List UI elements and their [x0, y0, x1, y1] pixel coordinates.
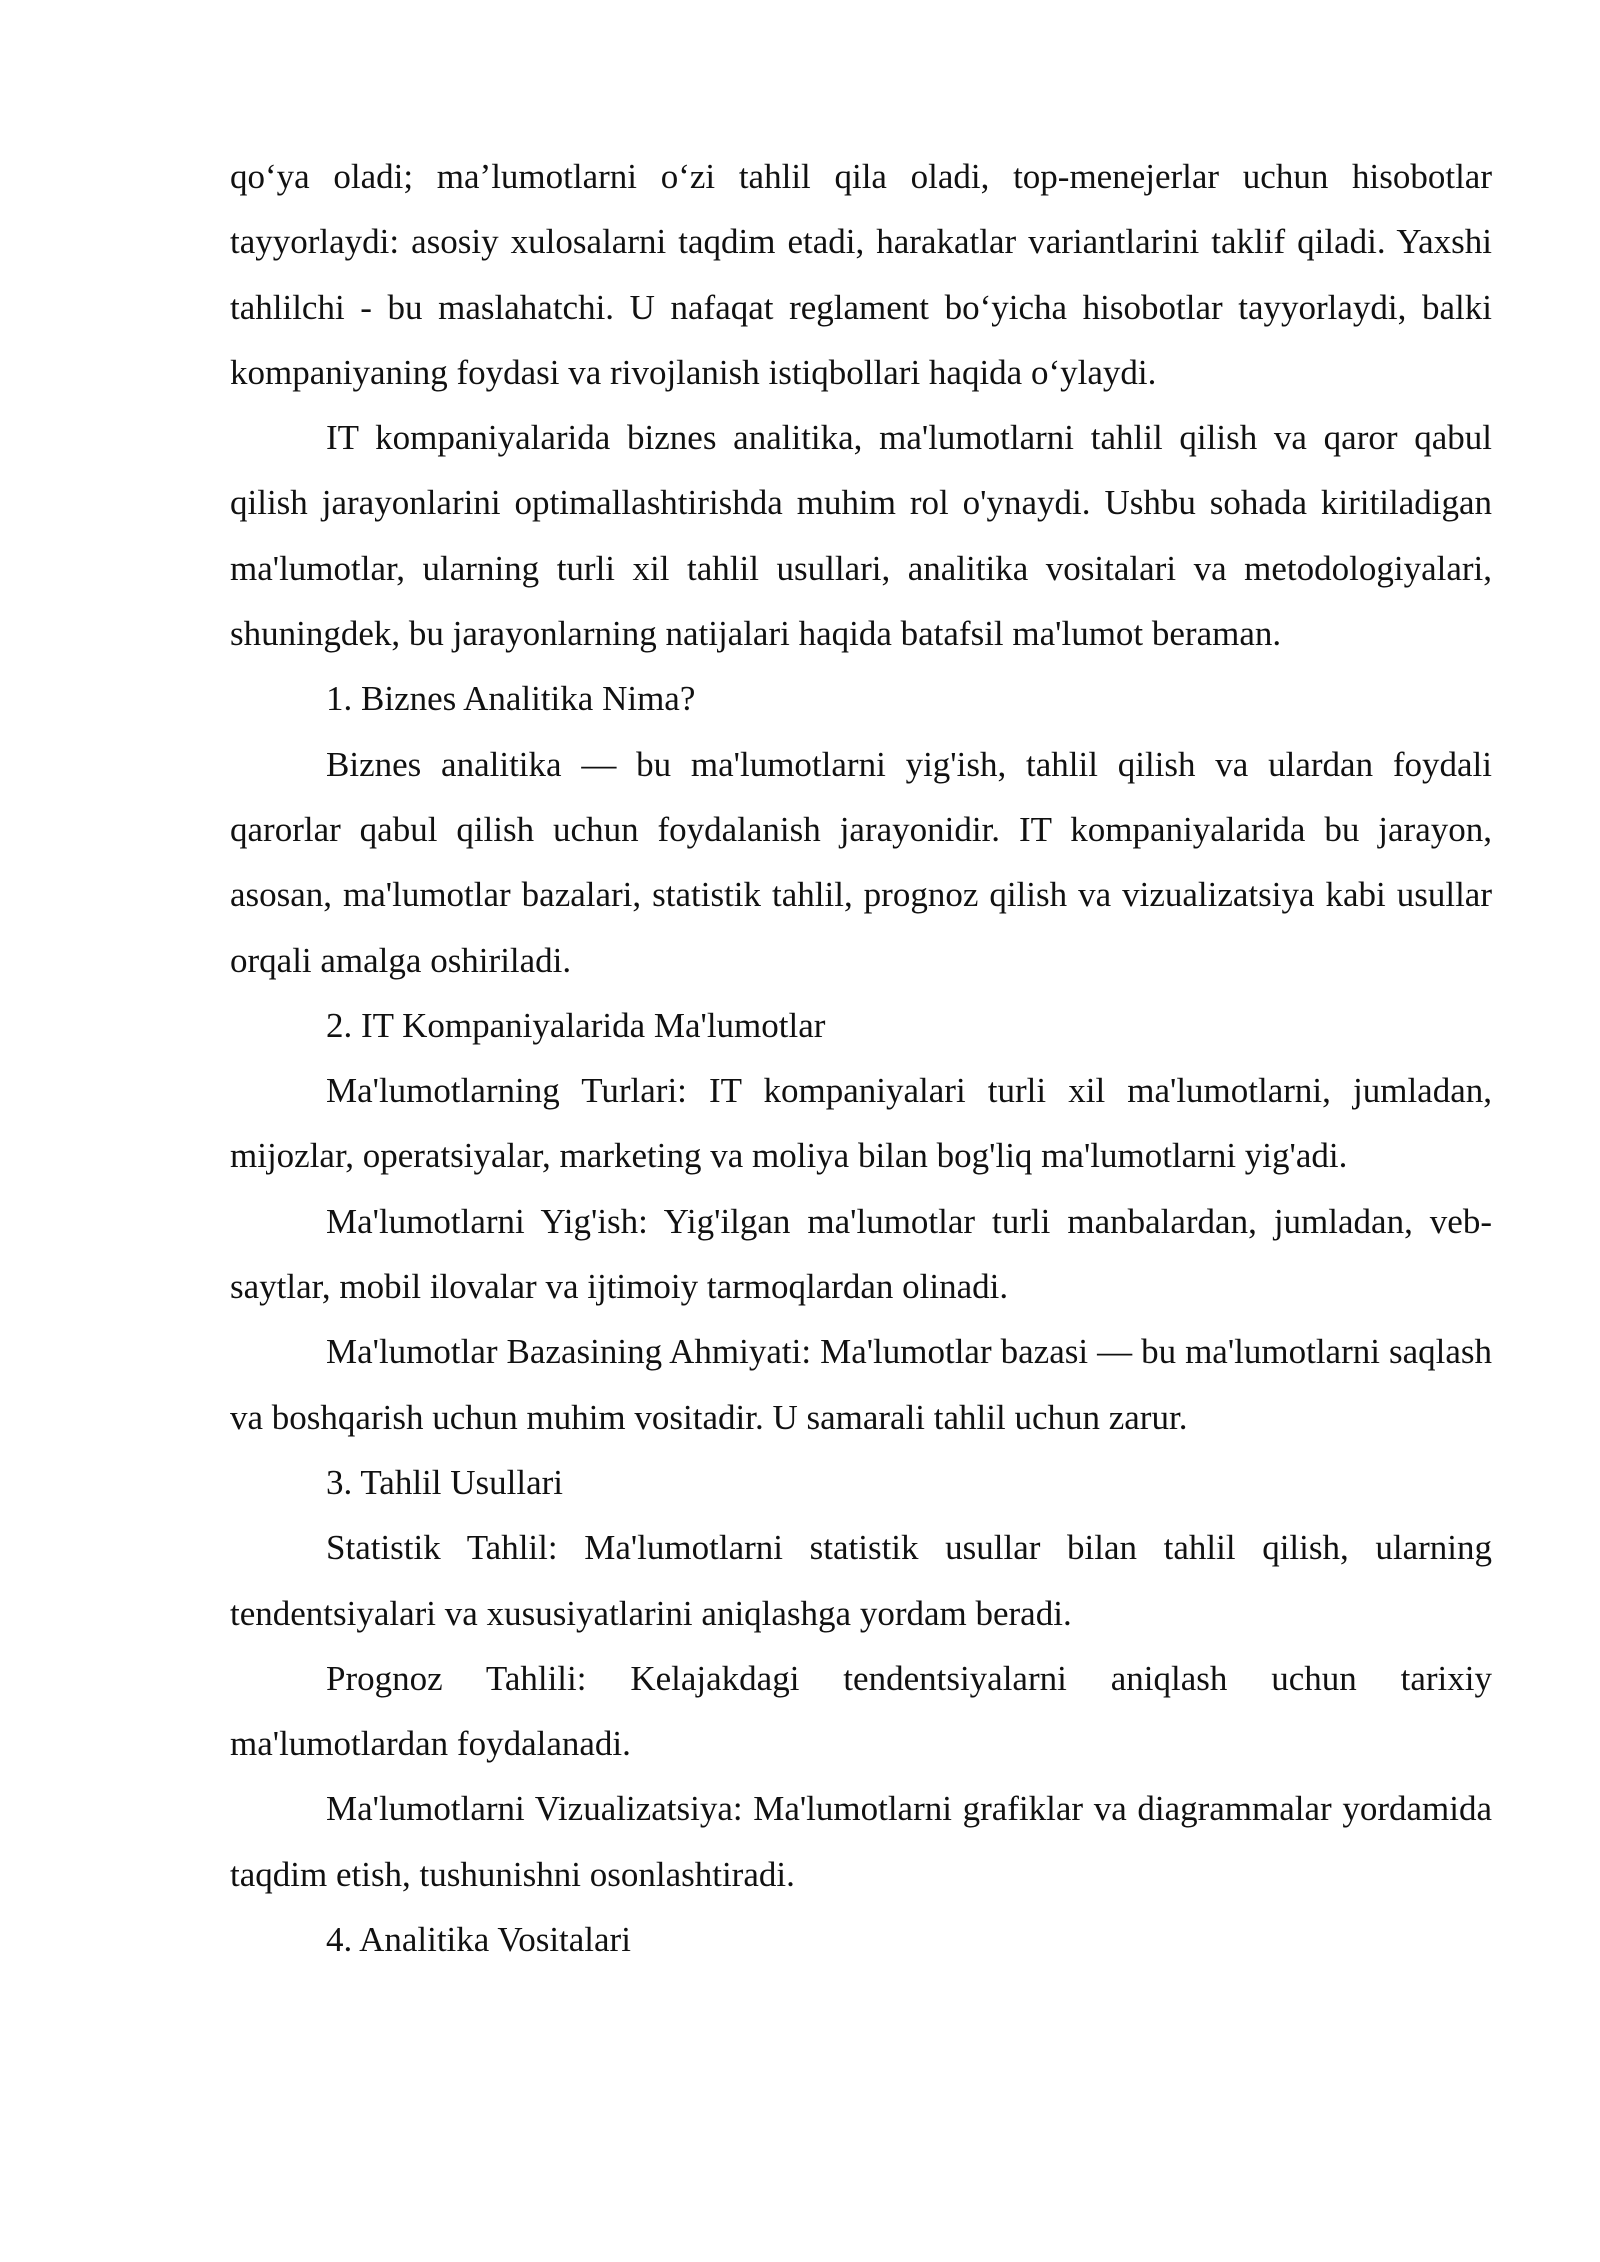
paragraph-malumotlar-turlari: Ma'lumotlarning Turlari: IT kompaniyalari turli xil ma'lumotlarni, jumladan, mijozlar, operatsiyalar, marketing va moliya bilan bog'liq ma'lumotlarni yig'adi. [230, 1071, 1492, 1176]
paragraph-biznes-analitika: Biznes analitika — bu ma'lumotlarni yig'ish, tahlil qilish va ulardan foydali qarorlar qabul qilish uchun foydalanish jarayonidir. IT kompaniyalarida bu jarayon, asosan, ma'lumotlar bazalari, statistik tahlil, prognoz qilish va vizualizatsiya kabi usullar orqali amalga oshiriladi. [230, 744, 1492, 980]
paragraph-intro: IT kompaniyalarida biznes analitika, ma'lumotlarni tahlil qilish va qaror qabul qilish jarayonlarini optimallashtirishda muhim rol o'ynaydi. Ushbu sohada kiritiladigan ma'lumotlar, ularning turli xil tahlil usullari, analitika vositalari va metodologiyalari, shuningdek, bu jarayonlarning natijalari haqida batafsil ma'lumot beraman. [230, 418, 1492, 654]
paragraph-prognoz-tahlili: Prognoz Tahlili: Kelajakdagi tendentsiyalarni aniqlash uchun tarixiy ma'lumotlardan foydalanadi. [230, 1658, 1492, 1764]
paragraph-continuation: qo‘ya oladi; ma’lumotlarni o‘zi tahlil qila oladi, top-menejerlar uchun hisobotlar tayyorlaydi: asosiy xulosalarni taqdim etadi, harakatlar variantlarini taklif qiladi. Yaxshi tahlilchi - bu maslahatchi. U nafaqat reglament bo‘yicha hisobotlar tayyorlaydi, balki kompaniyaning foydasi va rivojlanish istiqbollari haqida o‘ylaydi. [230, 157, 1492, 392]
section-heading-3: 3. Tahlil Usullari [326, 1462, 564, 1502]
section-heading-4: 4. Analitika Vositalari [326, 1920, 631, 1960]
paragraph-malumotlar-bazasi: Ma'lumotlar Bazasining Ahmiyati: Ma'lumotlar bazasi — bu ma'lumotlarni saqlash va boshqarish uchun muhim vositadir. U samarali tahlil uchun zarur. [230, 1332, 1492, 1437]
paragraph-vizualizatsiya: Ma'lumotlarni Vizualizatsiya: Ma'lumotlarni grafiklar va diagrammalar yordamida taqdim etish, tushunishni osonlashtiradi. [230, 1789, 1492, 1894]
paragraph-statistik-tahlil: Statistik Tahlil: Ma'lumotlarni statistik usullar bilan tahlil qilish, ularning tendentsiyalari va xususiyatlarini aniqlashga yordam beradi. [230, 1528, 1492, 1633]
section-heading-2: 2. IT Kompaniyalarida Ma'lumotlar [326, 1005, 826, 1045]
paragraph-malumotlarni-yigish: Ma'lumotlarni Yig'ish: Yig'ilgan ma'lumotlar turli manbalardan, jumladan, veb-saytlar, mobil ilovalar va ijtimoiy tarmoqlardan olinadi. [230, 1201, 1492, 1307]
section-heading-1: 1. Biznes Analitika Nima? [326, 679, 696, 719]
page-body [230, 144, 1492, 1972]
